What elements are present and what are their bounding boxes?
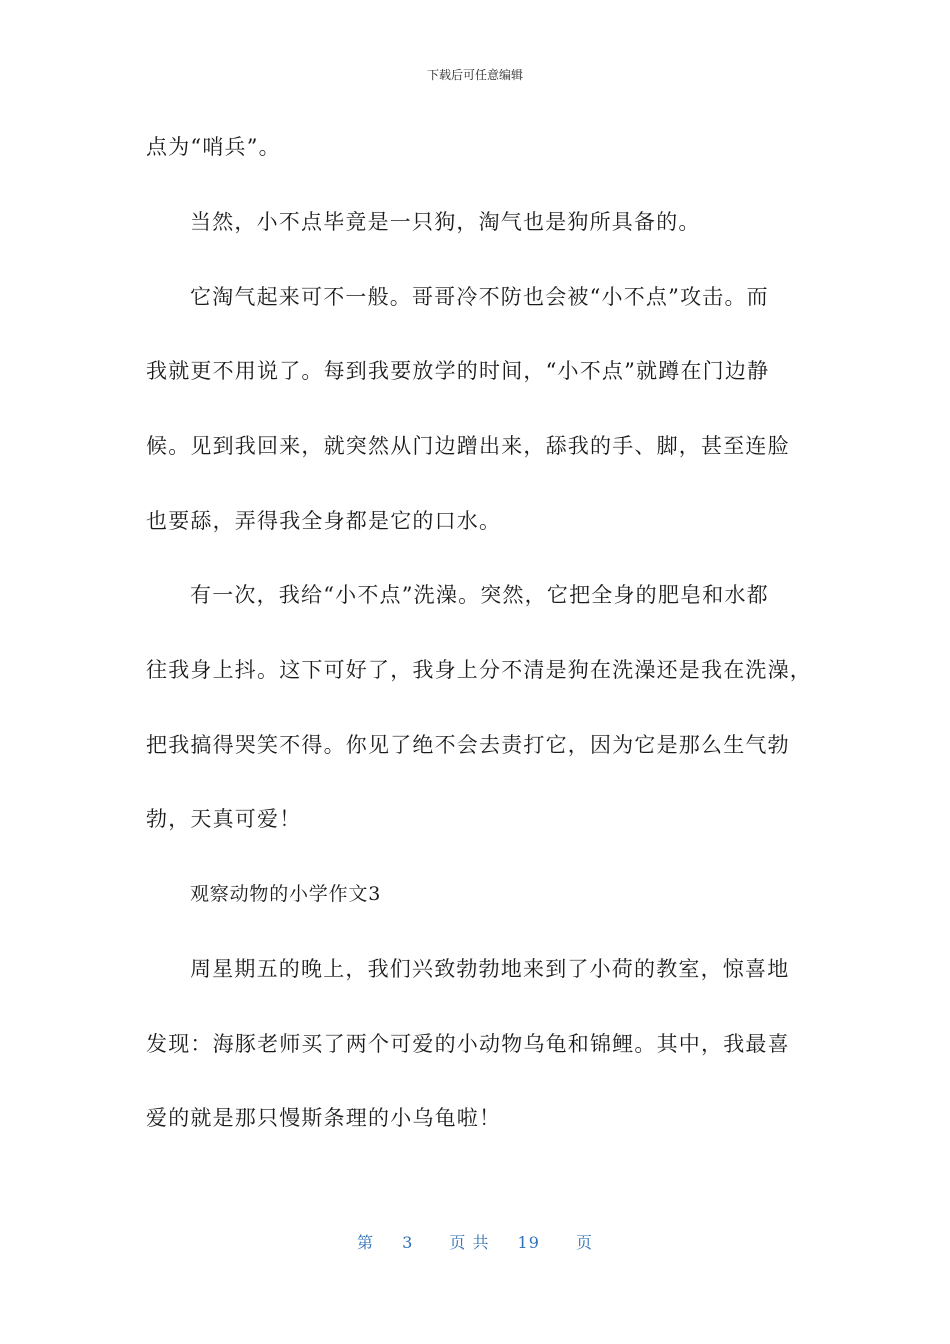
footer-total-label: 页 共 (449, 1233, 490, 1252)
section-heading: 观察动物的小学作文3 (190, 883, 382, 905)
paragraph-line: 候。见到我回来，就突然从门边蹭出来，舔我的手、脚，甚至连脸 (146, 434, 790, 458)
paragraph-line: 当然，小不点毕竟是一只狗，淘气也是狗所具备的。 (190, 210, 701, 234)
paragraph-line: 勃，天真可爱！ (146, 807, 302, 831)
paragraph-line: 有一次，我给“小不点”洗澡。突然，它把全身的肥皂和水都 (190, 583, 769, 607)
paragraph-line: 我就更不用说了。每到我要放学的时间，“小不点”就蹲在门边静 (146, 359, 770, 383)
paragraph-line: 爱的就是那只慢斯条理的小乌龟啦！ (146, 1106, 502, 1130)
paragraph-line: 发现：海豚老师买了两个可爱的小动物乌龟和锦鲤。其中，我最喜 (146, 1032, 790, 1056)
paragraph-line: 点为“哨兵”。 (146, 135, 281, 159)
footer-total-pages: 19 (517, 1233, 540, 1252)
paragraph-line: 它淘气起来可不一般。哥哥冷不防也会被“小不点”攻击。而 (190, 285, 769, 309)
page-footer (0, 1230, 950, 1253)
paragraph-line: 也要舔，弄得我全身都是它的口水。 (146, 509, 502, 533)
footer-page-suffix: 页 (576, 1233, 594, 1252)
paragraph-line: 周星期五的晚上，我们兴致勃勃地来到了小荷的教室，惊喜地 (190, 957, 790, 981)
footer-page-label: 第 (356, 1233, 374, 1252)
paragraph-line: 把我搞得哭笑不得。你见了绝不会去责打它，因为它是那么生气勃 (146, 733, 790, 757)
paragraph-line: 往我身上抖。这下可好了，我身上分不清是狗在洗澡还是我在洗澡， (146, 658, 812, 682)
page-header-note: 下载后可任意编辑 (426, 68, 523, 82)
footer-current-page: 3 (402, 1233, 414, 1252)
